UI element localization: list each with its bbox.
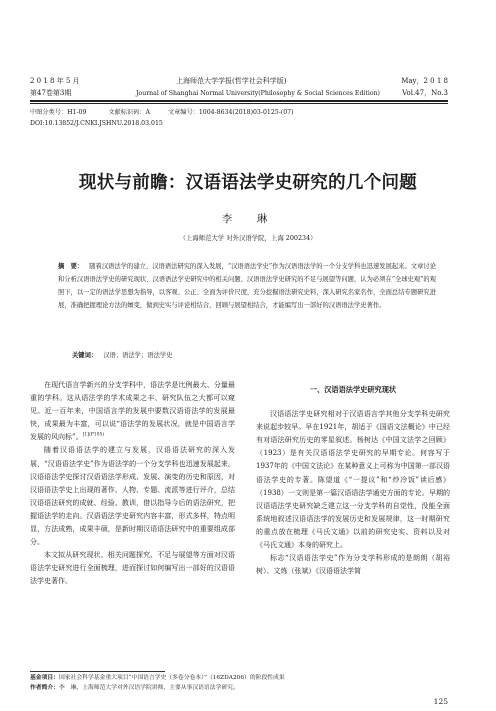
fund-text: 国家社会科学基金重大项目“中国语言学史（多卷分卷本）”（16ZDA206）的阶段性成果 — [59, 675, 285, 681]
keywords — [72, 350, 172, 359]
meta-line — [30, 108, 294, 117]
keywords-text: 汉语；语法学；语法学史 — [103, 352, 173, 359]
paragraph: 标志“汉语语法学史”作为分支学科形成的是朗朗（胡裕树）、文炼（张斌）《汉语语法学简 — [256, 554, 450, 576]
citation-ref: [1](P105) — [82, 433, 105, 439]
page-number: 125 — [433, 697, 448, 706]
document-code: 文献标识码：A — [108, 109, 150, 116]
header-volume-cn: 第47卷第3期 — [30, 89, 72, 97]
left-column — [30, 379, 235, 589]
author-note — [30, 684, 239, 694]
author-note-text: 李 琳，上海师范大学对外汉语学院讲师，主要从事汉语语法学研究。 — [59, 685, 239, 691]
author-note-label: 作者简介： — [30, 685, 59, 691]
header-volume-en: Vol.47，No.3 — [402, 89, 448, 97]
paragraph-text: 在现代语言学新兴的分支学科中，语法学是比例最大、分量最重的学科。这从语法学的学术成果之丰、研究队伍之大都可以窥见。近一百年来，中国语言学的发展中要数汉语语法学的发展最快，成果最为丰富，可以说“语法学的发展状况，就是中国语言学发展的风向标”。 — [30, 381, 235, 442]
paragraph: 本文拟从研究现状、相关问题探究、不足与展望等方面对汉语语法学史研究进行全面梳理，进而探讨如何编写出一部好的汉语语法学史著作。 — [30, 551, 235, 586]
doi: DOI:10.13852/J.CNKI.JSHNU.2018.03.015 — [30, 120, 163, 127]
clc-number: 中图分类号：H1-09 — [30, 109, 87, 116]
author-affiliation: （上海师范大学 对外汉语学院，上海 200234） — [179, 234, 317, 242]
right-column — [256, 383, 450, 578]
article-title: 现状与前瞻：汉语语法学史研究的几个问题 — [78, 173, 418, 193]
article-number: 文章编号：1004-8634(2018)03-0125-(07) — [167, 109, 294, 116]
header-journal-cn: 上海师范大学学报(哲学社会科学版) — [176, 77, 287, 85]
header-rule — [30, 100, 448, 102]
author-name: 李 琳 — [221, 213, 275, 225]
section-heading: 一、汉语语法学史研究现状 — [309, 385, 397, 394]
footnote-rule — [30, 671, 165, 672]
fund-note — [30, 674, 285, 684]
header-date-en: May，2 0 1 8 — [401, 77, 448, 85]
paragraph — [30, 379, 235, 444]
abstract — [58, 261, 436, 313]
header-date-cn: 2 0 1 8 年 5 月 — [30, 77, 80, 85]
abstract-label: 摘 要： — [58, 263, 84, 270]
header-rule-thin — [30, 103, 448, 104]
abstract-text: 随着汉语法学的建立、汉语语法研究的深入发展，“汉语语法学史”作为汉语语法学的一个分支学科也迅速发展起来。文章讨论和分析汉语语法学史的研究现状、汉语语法学史研究中的相关问题、汉语语法学史研究的不足与展望等问题，认为必须在“全球史观”的观照下，以一定的语法学思想为指导，以客观、公正、全面为评价尺度，充分挖掘语法研究史料，深入研究名家名作，全面总结专题研究进展，准确把握理论方法的嬗变，做到史实与评论相结合，回顾与展望相结合，才能编写出一部好的汉语语法学史著作。 — [58, 263, 436, 309]
paragraph: 随着汉语语法学的建立与发展，汉语语法研究的深入发展，“汉语语法学史”作为语法学的一个分支学科也迅速发展起来。汉语语法学史探讨汉语语法学形成、发展、演变的历史和原因，对汉语语法学史上出现的著作、人物、专题、流派等进行评介，总结汉语语法研究的成就、经验、教训，借以指导今后的语法研究，把握语法学的走向。汉语语法学史研究内容丰富，形式多样，特点明显，方法成熟，成果丰硕，是新时期汉语语法研究中的重要组成部分。 — [30, 446, 235, 547]
paragraph: 汉语语法学史研究相对于汉语语言学其他分支学科史研究来说起步较早。早在1921年，胡适于《国语文法概论》中已经有对语法研究历史的零星叙述。杨树达《中国文法学之回顾》（1923）是有关汉语语法学史研究的早期专论。何容写于1937年的《中国文法论》在某种意义上可称为中国第一部汉语语法学史的专著。陈望道《“一提议”和“炒冷饭”读后感》（1938）一文则是第一篇汉语语法学通史方面的专论。早期的汉语语法学史研究缺乏建立这一分支学科的自觉性，没能全面系统地叙述汉语语法学的发展历史和发展规律，这一时期研究的重点放在梳理《马氏文通》以前的研究史实、资料以及对《马氏文通》本身的研究上。 — [256, 410, 450, 550]
keywords-label: 关键词： — [72, 352, 98, 359]
header-journal-en: Journal of Shanghai Normal University(Philosophy & Social Sciences Edition) — [136, 90, 380, 97]
fund-label: 基金项目： — [30, 675, 59, 681]
